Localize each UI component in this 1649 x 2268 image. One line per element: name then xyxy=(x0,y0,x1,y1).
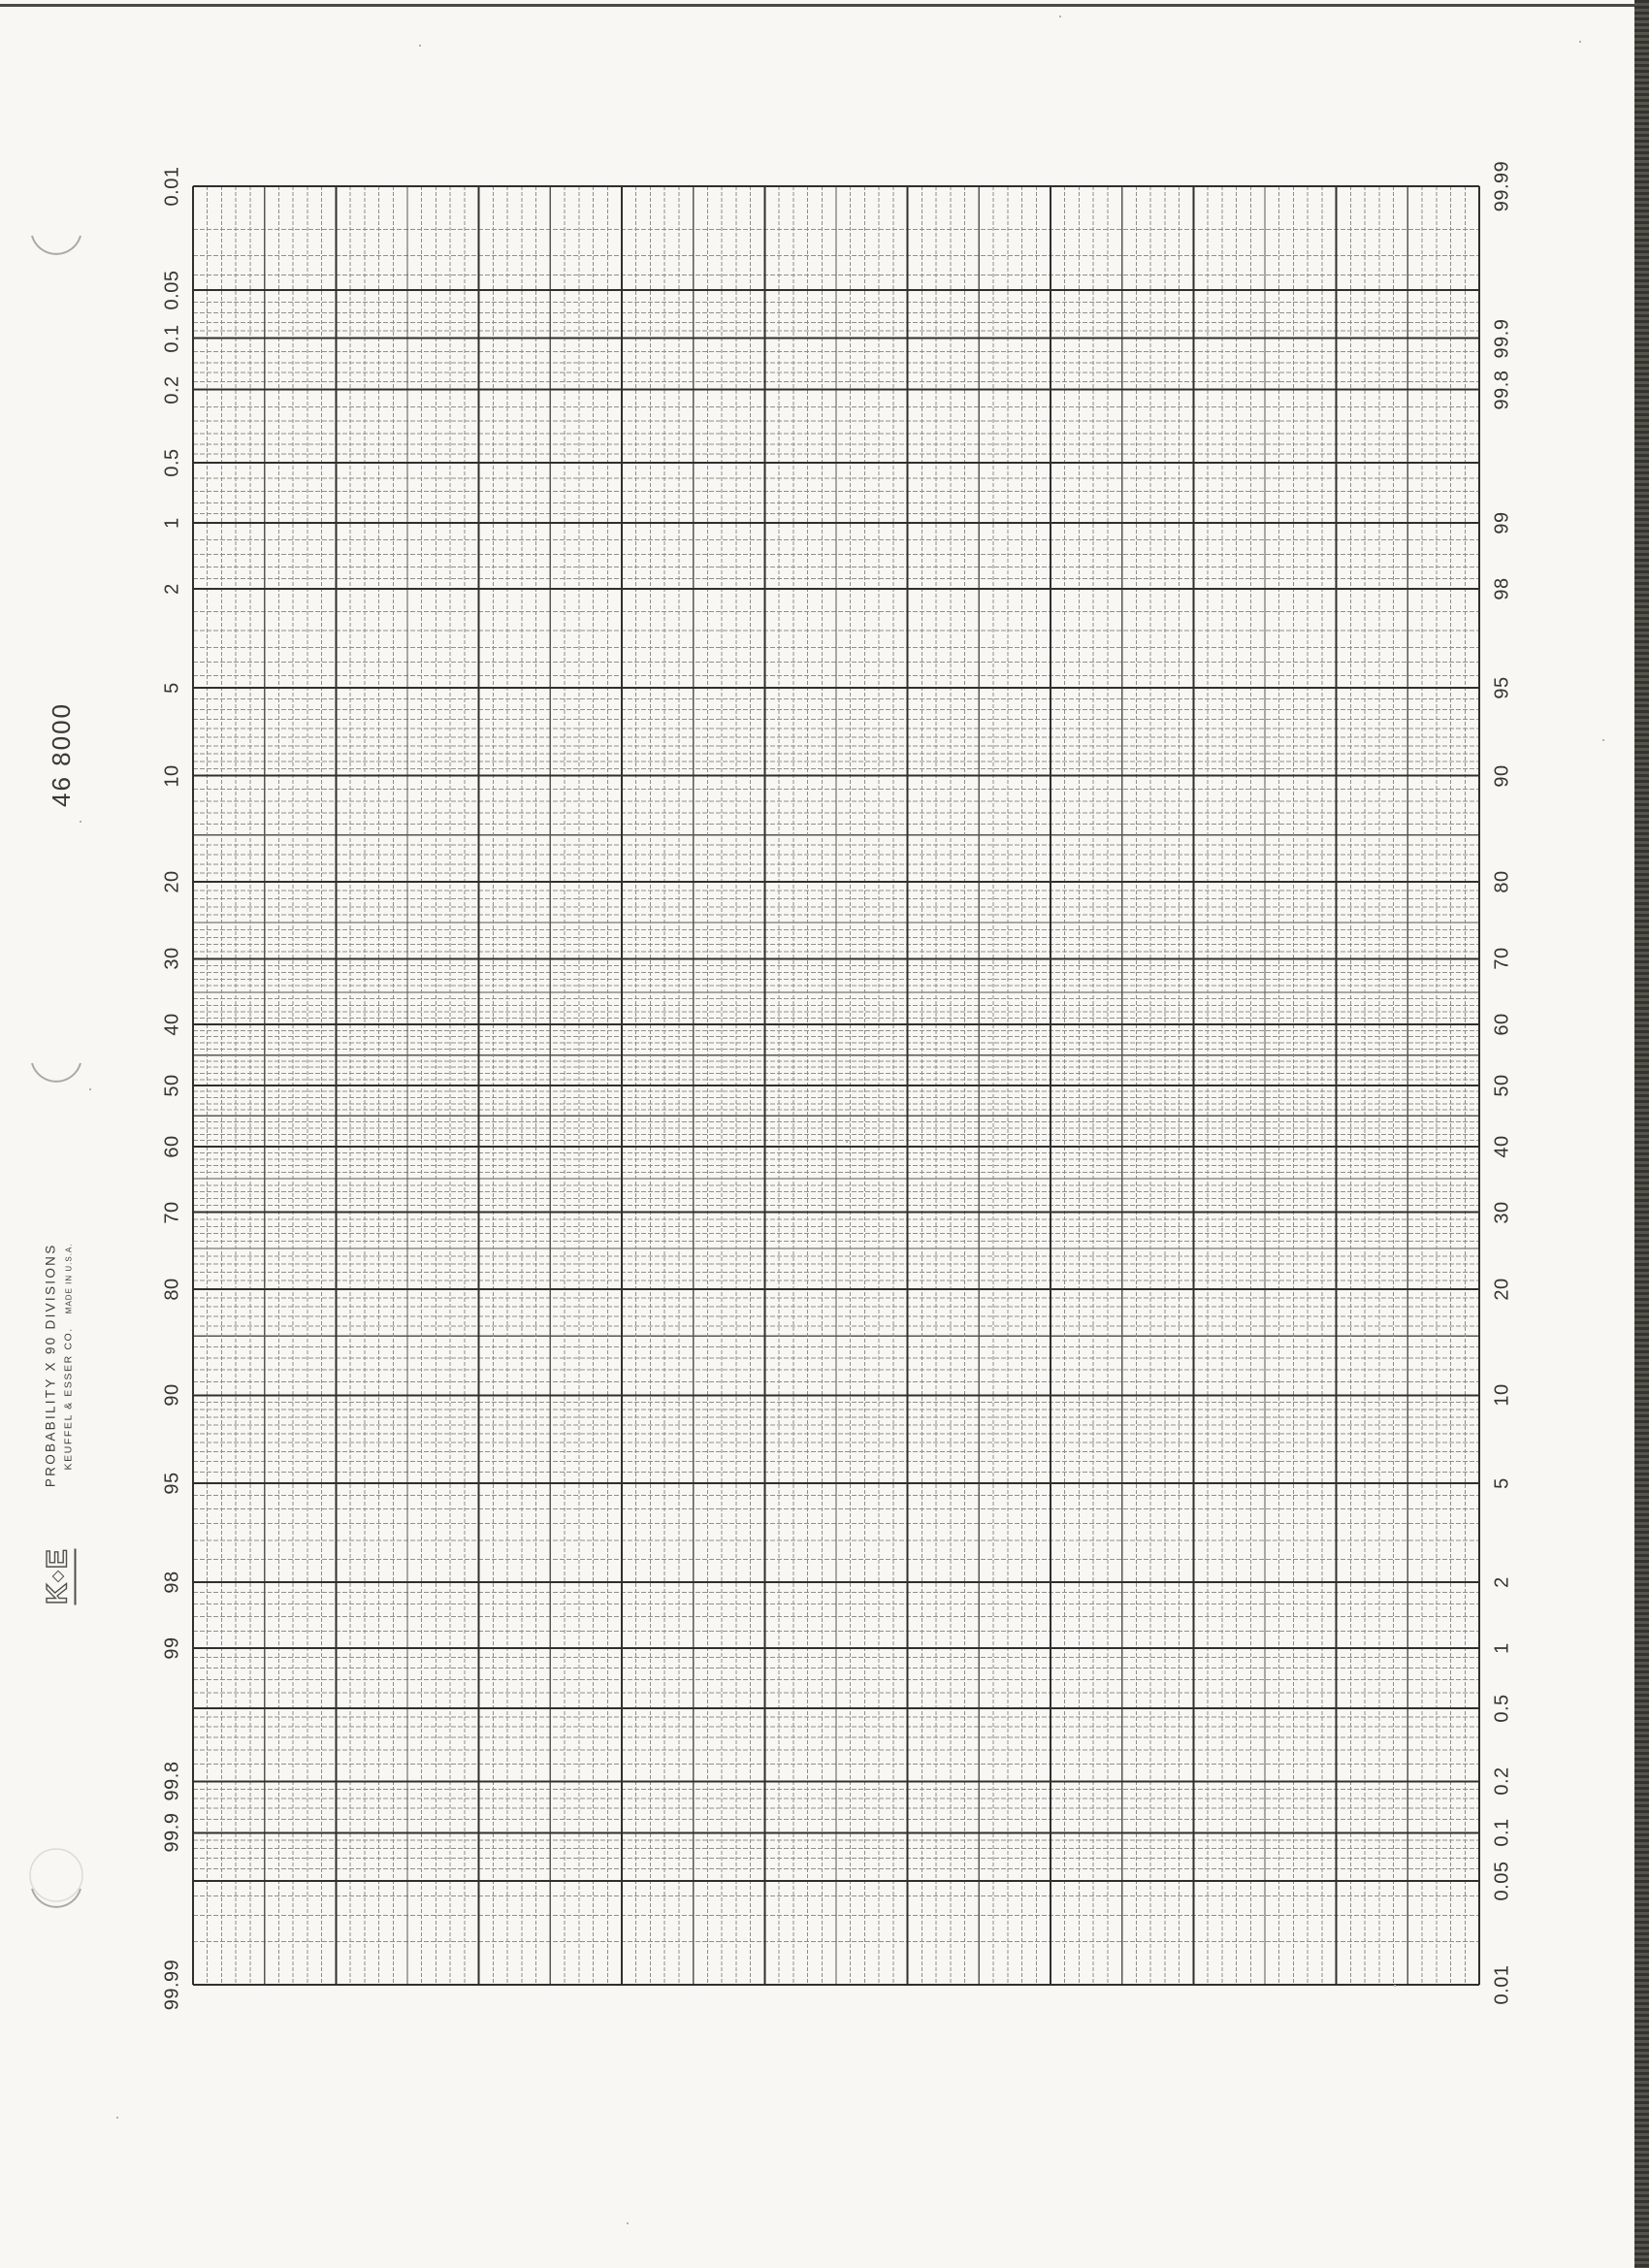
punch-hole-arc xyxy=(32,1889,81,1907)
prob-axis-label-right: 99.9 xyxy=(1491,318,1513,359)
prob-axis-label-left: 30 xyxy=(161,947,183,970)
prob-axis-label-right: 2 xyxy=(1491,1576,1513,1588)
prob-axis-label-right: 0.05 xyxy=(1491,1861,1513,1901)
prob-axis-label-right: 50 xyxy=(1491,1074,1513,1097)
prob-axis-label-left: 5 xyxy=(161,682,183,694)
prob-axis-label-left: 0.01 xyxy=(161,166,183,207)
punch-hole-arc xyxy=(32,1063,81,1082)
prob-axis-label-right: 90 xyxy=(1491,763,1513,788)
prob-axis-label-right: 0.01 xyxy=(1491,1964,1513,2005)
prob-axis-label-right: 40 xyxy=(1491,1135,1513,1158)
scan-speckle xyxy=(846,1141,848,1143)
scan-speckle xyxy=(419,45,421,47)
scan-speckle xyxy=(1579,41,1581,43)
prob-axis-label-left: 98 xyxy=(161,1571,183,1594)
prob-axis-label-left: 70 xyxy=(161,1201,183,1224)
scan-speckle xyxy=(1059,16,1061,17)
prob-axis-label-right: 99 xyxy=(1491,511,1513,535)
prob-axis-label-left: 40 xyxy=(161,1013,183,1036)
brand-block xyxy=(41,1243,98,1605)
prob-axis-label-left: 99 xyxy=(161,1636,183,1660)
prob-axis-label-left: 99.99 xyxy=(161,1959,183,2011)
ke-logo-diamond-icon xyxy=(52,1570,65,1582)
prob-axis-label-right: 0.5 xyxy=(1491,1694,1513,1723)
prob-axis-label-right: 10 xyxy=(1491,1383,1513,1408)
scan-right-edge xyxy=(1634,0,1649,2268)
prob-axis-label-left: 2 xyxy=(161,583,183,595)
company-name: KEUFFEL & ESSER CO. xyxy=(62,1327,75,1471)
scan-speckle xyxy=(1602,739,1604,741)
punch-hole-arc xyxy=(32,236,81,254)
scan-speckle xyxy=(1394,1985,1396,1987)
prob-axis-label-right: 99.8 xyxy=(1491,370,1513,410)
prob-axis-label-left: 1 xyxy=(161,517,183,529)
paper-title: PROBABILITY X 90 DIVISIONS xyxy=(43,1243,58,1488)
made-in-label: MADE IN U.S.A. xyxy=(64,1243,74,1314)
prob-axis-label-left: 90 xyxy=(161,1383,183,1408)
ke-logo xyxy=(41,1549,77,1605)
scan-speckle xyxy=(89,1088,91,1090)
prob-axis-label-left: 60 xyxy=(161,1135,183,1158)
scan-speckle xyxy=(116,2117,118,2119)
prob-axis-label-left: 99.8 xyxy=(161,1761,183,1801)
prob-axis-label-right: 0.1 xyxy=(1491,1818,1513,1847)
ke-logo-letter-e: E xyxy=(41,1549,74,1570)
brand-text xyxy=(44,1244,75,1534)
prob-axis-label-right: 60 xyxy=(1491,1013,1513,1036)
prob-axis-label-left: 0.5 xyxy=(161,448,183,477)
scan-top-edge xyxy=(0,4,1649,7)
ke-logo-letter-k: K xyxy=(41,1583,74,1604)
prob-axis-label-left: 10 xyxy=(161,763,183,788)
prob-axis-label-right: 20 xyxy=(1491,1278,1513,1301)
prob-axis-label-right: 70 xyxy=(1491,947,1513,970)
scan-speckle xyxy=(80,821,81,823)
prob-axis-label-left: 95 xyxy=(161,1472,183,1495)
prob-axis-label-right: 98 xyxy=(1491,577,1513,600)
prob-axis-label-right: 95 xyxy=(1491,676,1513,699)
prob-axis-label-left: 80 xyxy=(161,1278,183,1301)
punch-hole-outline xyxy=(30,1849,82,1901)
prob-axis-label-right: 0.2 xyxy=(1491,1766,1513,1797)
prob-axis-label-right: 80 xyxy=(1491,870,1513,893)
prob-axis-label-left: 99.9 xyxy=(161,1812,183,1853)
scan-speckle xyxy=(627,2222,629,2224)
prob-axis-label-left: 0.05 xyxy=(161,270,183,310)
prob-axis-label-left: 0.2 xyxy=(161,374,183,405)
prob-axis-label-right: 99.99 xyxy=(1491,160,1513,212)
prob-axis-label-left: 0.1 xyxy=(161,324,183,353)
prob-axis-label-right: 5 xyxy=(1491,1477,1513,1489)
sheet-number: 46 8000 xyxy=(47,702,76,807)
prob-axis-label-left: 20 xyxy=(161,870,183,893)
prob-axis-label-left: 50 xyxy=(161,1074,183,1097)
company-line xyxy=(63,1244,75,1534)
prob-axis-label-right: 1 xyxy=(1491,1642,1513,1654)
prob-axis-label-right: 30 xyxy=(1491,1201,1513,1224)
